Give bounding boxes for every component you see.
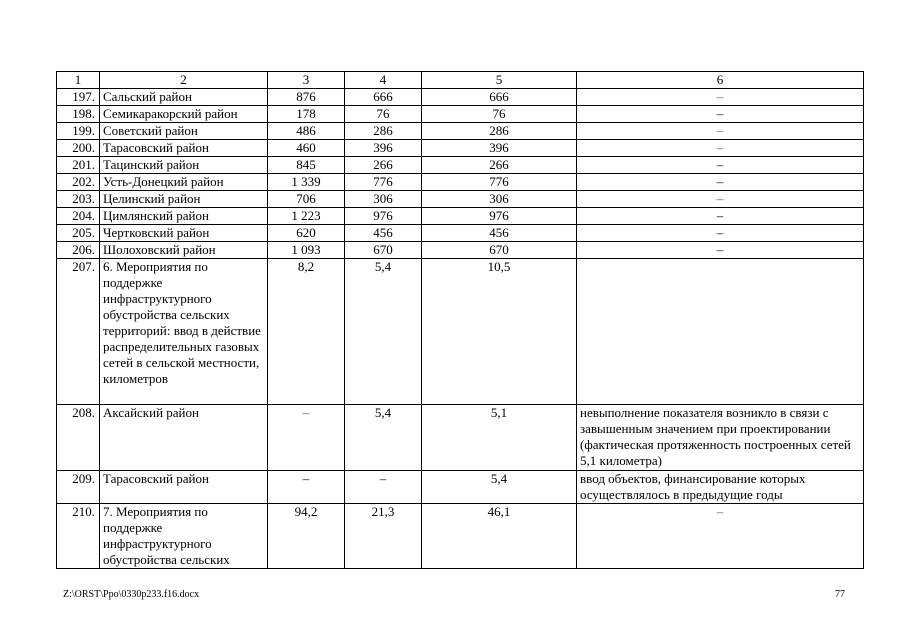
row-number: 205. — [57, 225, 100, 242]
row-name: Чертковский район — [100, 225, 268, 242]
table-row — [57, 140, 864, 157]
row-number: 200. — [57, 140, 100, 157]
row-name: Советский район — [100, 123, 268, 140]
row-col4: 306 — [345, 191, 422, 208]
row-col3: 876 — [268, 89, 345, 106]
row-col4: 21,3 — [345, 504, 422, 569]
row-name: Тарасовский район — [100, 471, 268, 504]
row-name: 6. Мероприятия по поддержке инфраструктурного обустройства сельских территорий: ввод в действие распределительных газовых сетей в сельской местности, километров — [100, 259, 268, 405]
header-cell: 2 — [100, 72, 268, 89]
row-col3: 1 093 — [268, 242, 345, 259]
row-col6: – — [577, 123, 864, 140]
row-col5: 976 — [422, 208, 577, 225]
row-col4: 286 — [345, 123, 422, 140]
table-row — [57, 106, 864, 123]
row-col5: 306 — [422, 191, 577, 208]
row-col3: 178 — [268, 106, 345, 123]
row-name: Тацинский район — [100, 157, 268, 174]
row-name: 7. Мероприятия по поддержке инфраструктурного обустройства сельских — [100, 504, 268, 569]
row-number: 207. — [57, 259, 100, 405]
row-col3: – — [268, 405, 345, 471]
row-col4: 266 — [345, 157, 422, 174]
row-col3: – — [268, 471, 345, 504]
row-col4: 76 — [345, 106, 422, 123]
row-number: 208. — [57, 405, 100, 471]
row-col5: 266 — [422, 157, 577, 174]
row-number: 204. — [57, 208, 100, 225]
table-row — [57, 259, 864, 405]
page-number: 77 — [835, 589, 845, 600]
row-name: Целинский район — [100, 191, 268, 208]
table-row — [57, 208, 864, 225]
row-col3: 1 223 — [268, 208, 345, 225]
document-table — [56, 71, 864, 569]
row-col4: 776 — [345, 174, 422, 191]
row-col6: – — [577, 89, 864, 106]
row-col3: 620 — [268, 225, 345, 242]
row-col3: 8,2 — [268, 259, 345, 405]
row-number: 209. — [57, 471, 100, 504]
table-row — [57, 225, 864, 242]
row-col6: – — [577, 242, 864, 259]
row-col4: 666 — [345, 89, 422, 106]
row-col4: 5,4 — [345, 259, 422, 405]
row-col3: 1 339 — [268, 174, 345, 191]
row-col4: – — [345, 471, 422, 504]
row-name: Тарасовский район — [100, 140, 268, 157]
row-number: 210. — [57, 504, 100, 569]
row-col3: 486 — [268, 123, 345, 140]
row-col6: – — [577, 140, 864, 157]
row-col6: – — [577, 157, 864, 174]
row-number: 202. — [57, 174, 100, 191]
header-cell: 4 — [345, 72, 422, 89]
row-col5: 456 — [422, 225, 577, 242]
row-col3: 706 — [268, 191, 345, 208]
row-col5: 5,1 — [422, 405, 577, 471]
header-cell: 5 — [422, 72, 577, 89]
header-cell: 1 — [57, 72, 100, 89]
row-number: 203. — [57, 191, 100, 208]
table-row — [57, 504, 864, 569]
row-name: Шолоховский район — [100, 242, 268, 259]
row-number: 199. — [57, 123, 100, 140]
table-row — [57, 471, 864, 504]
table-row — [57, 174, 864, 191]
row-col5: 670 — [422, 242, 577, 259]
row-col5: 286 — [422, 123, 577, 140]
footer-file-path: Z:\ORST\Ppo\0330p233.f16.docx — [63, 589, 200, 600]
row-name: Аксайский район — [100, 405, 268, 471]
table-header-row — [57, 72, 864, 89]
row-col5: 5,4 — [422, 471, 577, 504]
row-number: 197. — [57, 89, 100, 106]
row-col6: – — [577, 225, 864, 242]
table-row — [57, 89, 864, 106]
row-col5: 396 — [422, 140, 577, 157]
table-row — [57, 157, 864, 174]
row-col4: 976 — [345, 208, 422, 225]
row-number: 201. — [57, 157, 100, 174]
row-number: 206. — [57, 242, 100, 259]
row-col6 — [577, 259, 864, 405]
row-col3: 94,2 — [268, 504, 345, 569]
table-row — [57, 191, 864, 208]
row-col6: – — [577, 208, 864, 225]
row-col5: 10,5 — [422, 259, 577, 405]
row-col6: – — [577, 106, 864, 123]
table-row — [57, 405, 864, 471]
table-row — [57, 242, 864, 259]
row-col6: ввод объектов, финансирование которых осуществлялось в предыдущие годы — [577, 471, 864, 504]
row-name: Цимлянский район — [100, 208, 268, 225]
row-col4: 670 — [345, 242, 422, 259]
row-col6: невыполнение показателя возникло в связи с завышенным значением при проектировании (фактическая протяженность построенных сетей 5,1 километра) — [577, 405, 864, 471]
header-cell: 6 — [577, 72, 864, 89]
row-col5: 666 — [422, 89, 577, 106]
row-col4: 456 — [345, 225, 422, 242]
row-number: 198. — [57, 106, 100, 123]
row-col5: 776 — [422, 174, 577, 191]
row-col4: 396 — [345, 140, 422, 157]
row-col6: – — [577, 504, 864, 569]
row-col3: 460 — [268, 140, 345, 157]
table-row — [57, 123, 864, 140]
row-col5: 46,1 — [422, 504, 577, 569]
row-name: Семикаракорский район — [100, 106, 268, 123]
header-cell: 3 — [268, 72, 345, 89]
row-col6: – — [577, 191, 864, 208]
row-col6: – — [577, 174, 864, 191]
row-name: Сальский район — [100, 89, 268, 106]
row-col4: 5,4 — [345, 405, 422, 471]
row-col5: 76 — [422, 106, 577, 123]
row-col3: 845 — [268, 157, 345, 174]
row-name: Усть-Донецкий район — [100, 174, 268, 191]
